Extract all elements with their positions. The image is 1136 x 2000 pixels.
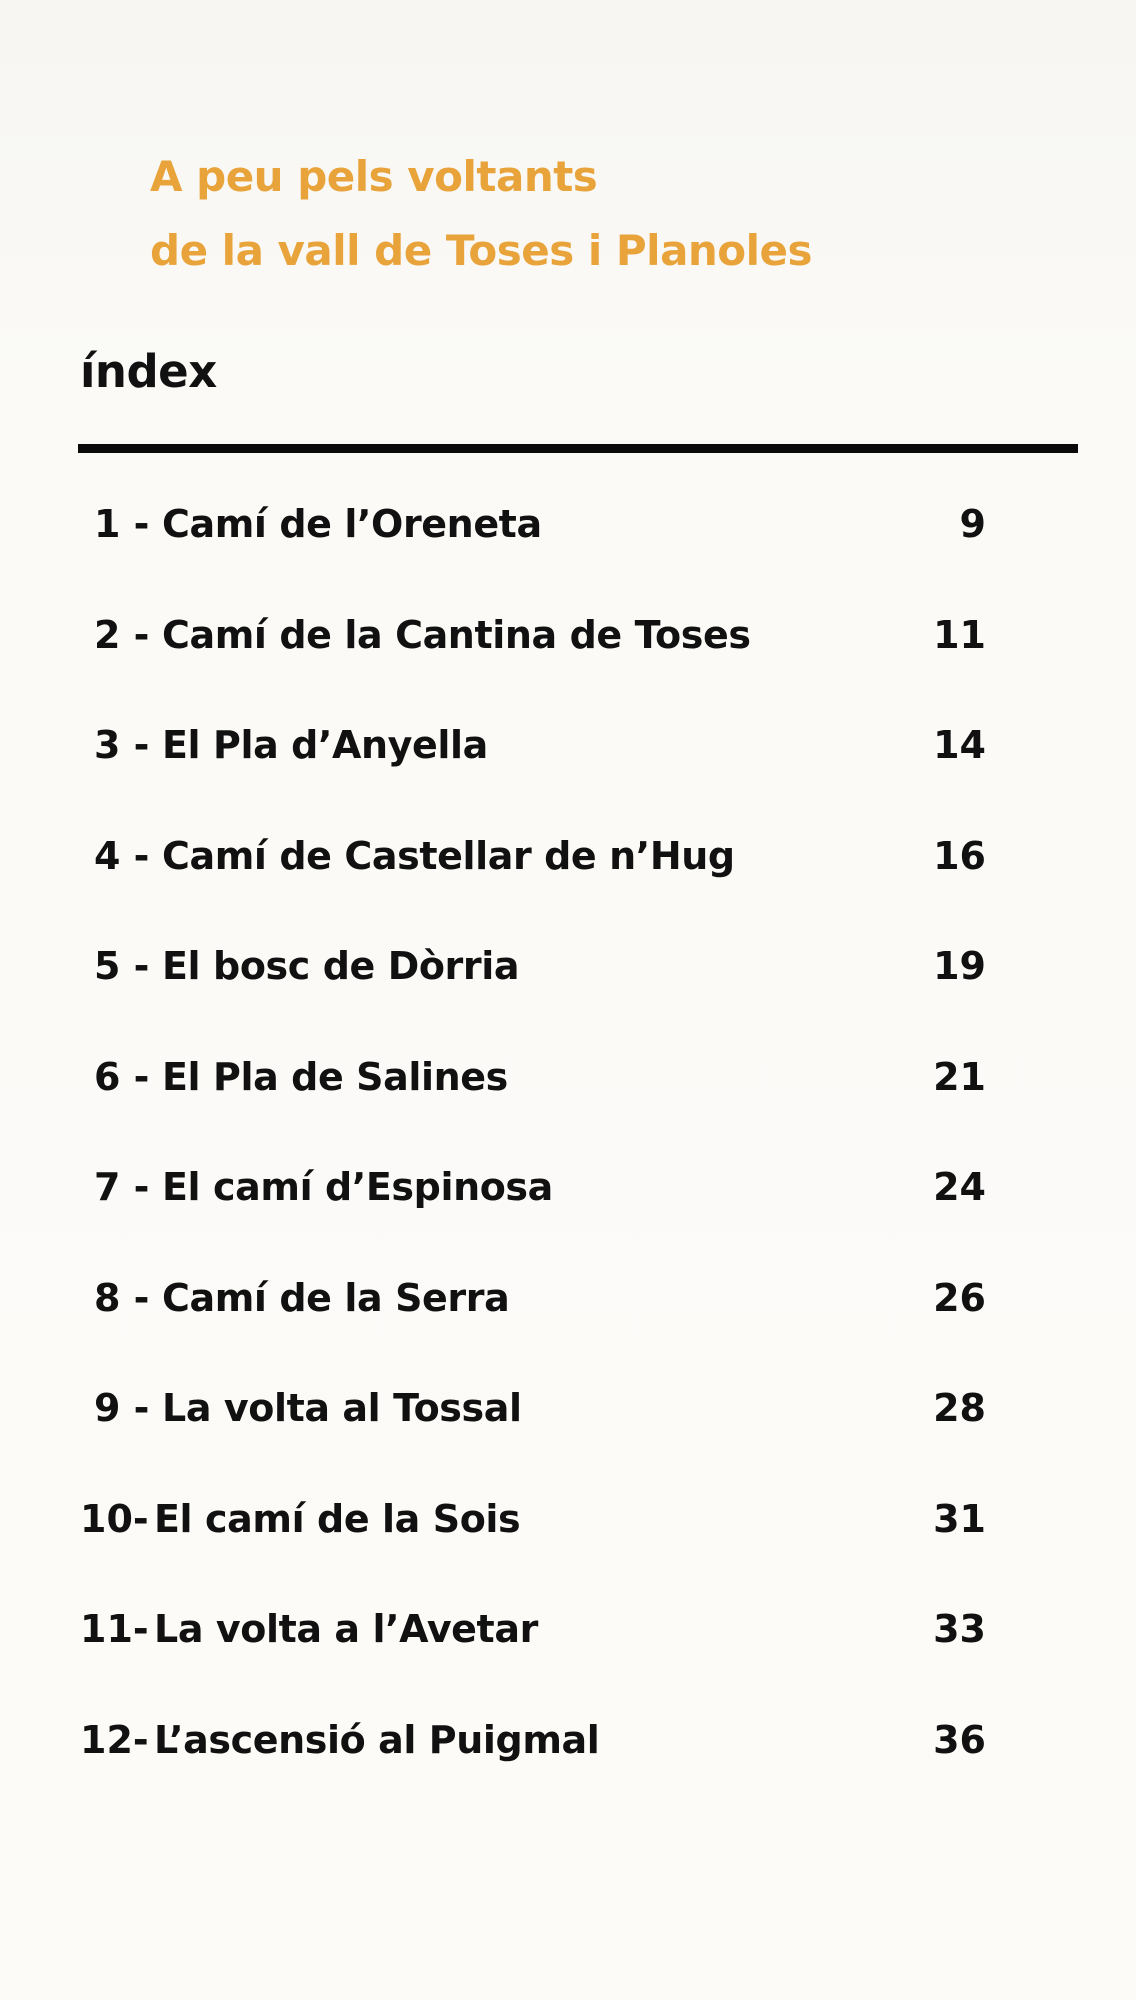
toc-entry-number: 11- xyxy=(80,1607,149,1651)
toc-entry-number: 6 - xyxy=(94,1054,150,1099)
toc-entry xyxy=(0,1049,1136,1160)
toc-entry xyxy=(0,1601,1136,1712)
toc-entry-page: 28 xyxy=(933,1386,986,1430)
book-title-line-2: de la vall de Toses i Planoles xyxy=(150,226,813,275)
toc-entry xyxy=(0,1712,1136,1823)
toc-entry-page: 26 xyxy=(933,1275,986,1320)
toc-entry-title: Camí de l’Oreneta xyxy=(162,502,542,546)
toc-entry-page: 14 xyxy=(933,723,986,767)
toc-entry xyxy=(0,1270,1136,1381)
toc-entry-number: 10- xyxy=(80,1496,149,1541)
toc-entry-number: 7 - xyxy=(94,1165,150,1209)
toc-entry-page: 16 xyxy=(933,833,986,878)
toc-entry-page: 31 xyxy=(933,1496,986,1541)
toc-entry-number: 3 - xyxy=(94,723,150,767)
toc-entry-page: 9 xyxy=(959,502,986,546)
toc-entry-page: 24 xyxy=(933,1165,986,1209)
toc-entry-title: El camí de la Sois xyxy=(154,1496,521,1541)
toc-entry-title: El Pla de Salines xyxy=(162,1054,508,1099)
toc-entry-page: 21 xyxy=(933,1054,986,1099)
toc-entry xyxy=(0,607,1136,718)
book-title xyxy=(150,140,812,288)
toc-entry xyxy=(0,1159,1136,1270)
toc-entry-title: Camí de la Cantina de Toses xyxy=(162,612,751,657)
toc-entry xyxy=(0,1380,1136,1491)
toc-entry-number: 1 - xyxy=(94,502,150,546)
toc-entry-title: Camí de la Serra xyxy=(162,1275,510,1320)
toc-entry-page: 11 xyxy=(933,612,986,657)
toc-entry-title: El camí d’Espinosa xyxy=(162,1165,553,1209)
toc-entry-title: El Pla d’Anyella xyxy=(162,723,488,767)
toc-entry-title: El bosc de Dòrria xyxy=(162,944,520,988)
toc-entry xyxy=(0,938,1136,1049)
book-title-line-1: A peu pels voltants xyxy=(150,152,598,201)
toc-entry xyxy=(0,828,1136,939)
table-of-contents xyxy=(0,496,1136,1822)
index-heading: índex xyxy=(80,345,217,398)
toc-entry-number: 5 - xyxy=(94,944,150,988)
toc-entry-title: L’ascensió al Puigmal xyxy=(154,1717,600,1762)
toc-entry-number: 4 - xyxy=(94,833,150,878)
toc-entry xyxy=(0,496,1136,607)
toc-entry-number: 9 - xyxy=(94,1386,150,1430)
toc-entry-title: Camí de Castellar de n’Hug xyxy=(162,833,735,878)
toc-entry-number: 8 - xyxy=(94,1275,150,1320)
toc-entry-page: 19 xyxy=(933,944,986,988)
toc-entry-page: 33 xyxy=(933,1607,986,1651)
toc-entry xyxy=(0,1491,1136,1602)
toc-entry-page: 36 xyxy=(933,1717,986,1762)
toc-entry-title: La volta a l’Avetar xyxy=(154,1607,538,1651)
toc-entry-number: 2 - xyxy=(94,612,150,657)
toc-entry-number: 12- xyxy=(80,1717,149,1762)
toc-entry xyxy=(0,717,1136,828)
toc-entry-title: La volta al Tossal xyxy=(162,1386,522,1430)
heading-divider xyxy=(78,444,1078,453)
